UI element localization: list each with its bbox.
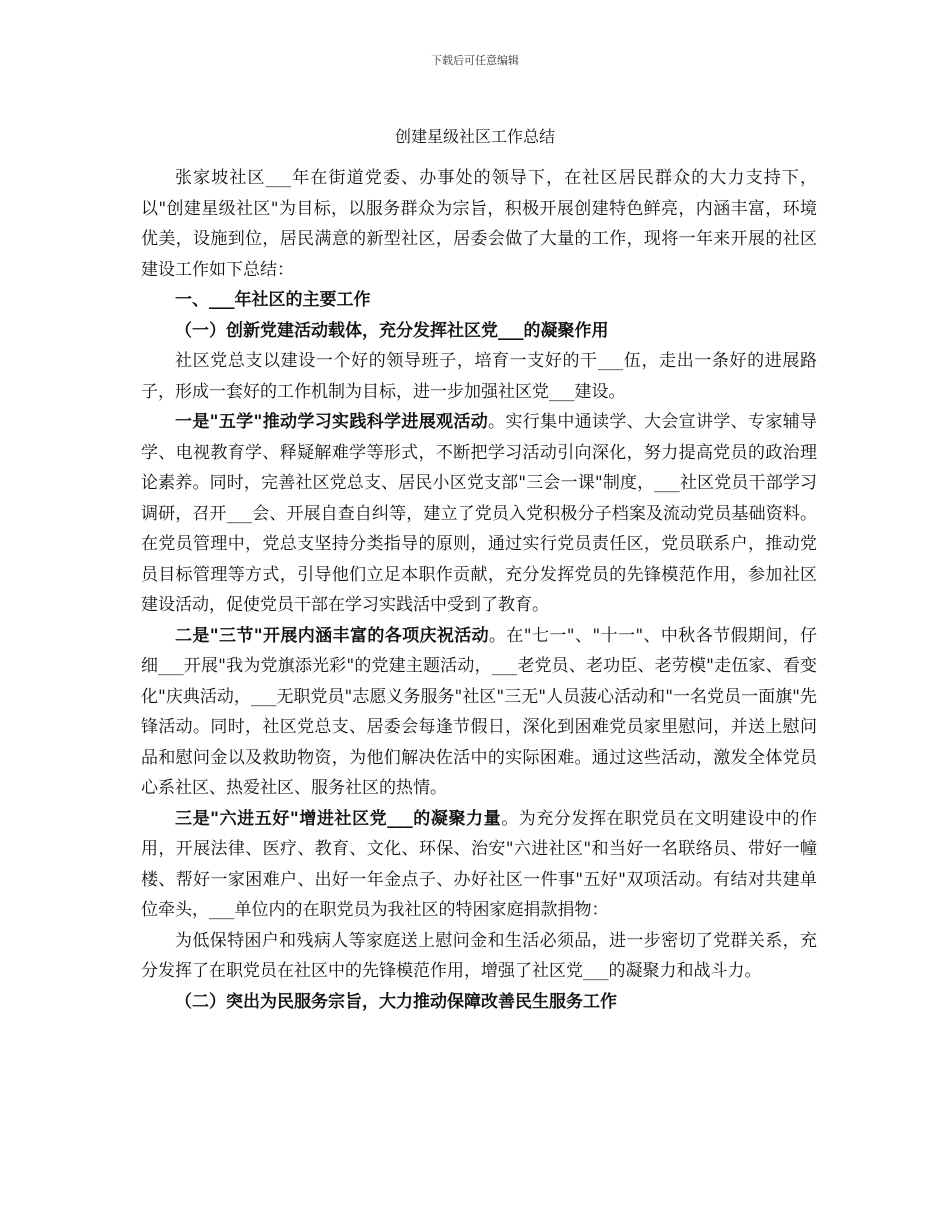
paragraph-five-studies	[141, 407, 817, 621]
subsection-heading-2: （二）突出为民服务宗旨，大力推动保障改善民生服务工作	[175, 991, 617, 1012]
subsection-heading-1: （一）创新党建活动载体，充分发挥社区党___的凝聚作用	[175, 320, 609, 341]
paragraph-party-building: 社区党总支以建设一个好的领导班子，培育一支好的干___伍，走出一条好的进展路子，形成一套好的工作机制为目标，进一步加强社区党___建设。	[141, 351, 817, 402]
paragraph-condolence: 为低保特困户和残病人等家庭送上慰问金和生活必须品，进一步密切了党群关系，充分发挥了在职党员在社区中的先锋模范作用，增强了社区党___的凝聚力和战斗力。	[141, 930, 817, 981]
document-body	[141, 163, 817, 1017]
paragraph-three-festivals	[141, 621, 817, 804]
section-heading-1: 一、___年社区的主要工作	[175, 290, 371, 310]
paragraph-text: 。为充分发挥在职党员在文明建设中的作用，开展法律、医疗、教育、文化、环保、治安"六进社区"和当好一名联络员、带好一幢楼、帮好一家困难户、出好一年金点子、办好社区一件事"五好"双项活动。有结对共建单位牵头，___单位内的在职党员为我社区的特困家庭捐款捐物：	[141, 808, 818, 920]
paragraph-lead: 三是"六进五好"增进社区党___的凝聚力量	[175, 808, 502, 829]
paragraph-lead: 一是"五学"推动学习实践科学进展观活动	[175, 412, 489, 432]
document-title: 创建星级社区工作总结	[394, 127, 555, 146]
page-header: 下载后可任意编辑	[431, 54, 519, 67]
paragraph-six-five	[141, 804, 817, 926]
paragraph-text: 。实行集中通读学、大会宣讲学、专家辅导学、电视教育学、释疑解难学等形式，不断把学习活动引向深化，努力提高党员的政治理论素养。同时，完善社区党总支、居民小区党支部"三会一课"制度，___社区党员干部学习调研，召开___会、开展自查自纠等，建立了党员入党积极分子档案及流动党员基础资料。在党员管理中，党总支坚持分类指导的原则，通过实行党员责任区，党员联系户，推动党员目标管理等方式，引导他们立足本职作贡献，充分发挥党员的先锋模范作用，参加社区建设活动，促使党员干部在学习实践活中受到了教育。	[141, 412, 818, 615]
paragraph-lead: 二是"三节"开展内涵丰富的各项庆祝活动	[175, 625, 490, 646]
paragraph-text: 。在"七一"、"十一"、中秋各节假期间，仔细___开展"我为党旗添光彩"的党建主题活动，___老党员、老功臣、老劳模"走伍家、看变化"庆典活动，___无职党员"志愿义务服务"社区"三无"人员菠心活动和"一名党员一面旗"先锋活动。同时，社区党总支、居委会每逢节假日，深化到困难党员家里慰问，并送上慰问品和慰问金以及救助物资，为他们解决佐活中的实际困难。通过这些活动，激发全体党员心系社区、热爱社区、服务社区的热情。	[141, 625, 818, 798]
intro-paragraph: 张家坡社区___年在街道党委、办事处的领导下，在社区居民群众的大力支持下，以"创建星级社区"为目标，以服务群众为宗旨，积极开展创建特色鲜亮，内涵丰富，环境优美，设施到位，居民满意的新型社区，居委会做了大量的工作，现将一年来开展的社区建设工作如下总结：	[141, 168, 817, 280]
